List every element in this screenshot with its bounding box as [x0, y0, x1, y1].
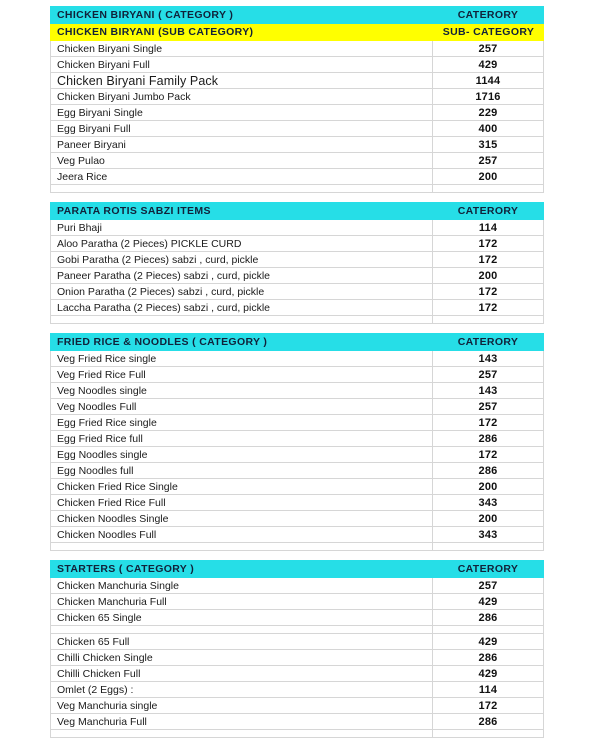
- menu-item-price: 429: [433, 634, 544, 650]
- menu-item-price: 172: [433, 300, 544, 316]
- menu-item-row: [51, 527, 544, 543]
- section-trailing-spacer: [51, 185, 544, 193]
- menu-item-row: [51, 463, 544, 479]
- menu-item-price: 286: [433, 431, 544, 447]
- menu-item-row: [51, 300, 544, 316]
- section-trailing-spacer-price: [433, 730, 544, 738]
- menu-item-name: Veg Noodles Full: [51, 399, 433, 415]
- menu-item-name: Veg Fried Rice single: [51, 351, 433, 367]
- section-trailing-spacer-price: [433, 543, 544, 551]
- menu-item-row: [51, 284, 544, 300]
- menu-item-row: [51, 650, 544, 666]
- menu-item-row: [51, 399, 544, 415]
- menu-item-row: [51, 137, 544, 153]
- menu-item-price: 257: [433, 153, 544, 169]
- menu-item-name: Aloo Paratha (2 Pieces) PICKLE CURD: [51, 236, 433, 252]
- menu-item-name: Onion Paratha (2 Pieces) sabzi , curd, pickle: [51, 284, 433, 300]
- section-gap: [51, 324, 544, 334]
- category-price-label: CATERORY: [433, 334, 544, 351]
- section-trailing-spacer-item: [51, 316, 433, 324]
- menu-item-price: 429: [433, 666, 544, 682]
- menu-price-sheet: [50, 6, 543, 738]
- category-header-row: [51, 561, 544, 578]
- menu-item-row: [51, 57, 544, 73]
- category-title: PARATA ROTIS SABZI ITEMS: [51, 203, 433, 220]
- menu-item-name: Chicken 65 Full: [51, 634, 433, 650]
- menu-item-name: Veg Manchuria Full: [51, 714, 433, 730]
- menu-item-row: [51, 351, 544, 367]
- menu-item-name: Chicken 65 Single: [51, 610, 433, 626]
- menu-item-price: 172: [433, 284, 544, 300]
- section-trailing-spacer: [51, 730, 544, 738]
- menu-item-name: Chicken Biryani Jumbo Pack: [51, 89, 433, 105]
- menu-item-price: 114: [433, 220, 544, 236]
- menu-item-name: Egg Fried Rice full: [51, 431, 433, 447]
- menu-item-name: Egg Noodles single: [51, 447, 433, 463]
- menu-item-row: [51, 479, 544, 495]
- menu-item-row: [51, 73, 544, 89]
- menu-item-row: [51, 511, 544, 527]
- menu-item-name: Chicken Biryani Family Pack: [51, 73, 433, 89]
- menu-item-price: 257: [433, 41, 544, 57]
- menu-item-name: Veg Noodles single: [51, 383, 433, 399]
- category-price-label: CATERORY: [433, 203, 544, 220]
- menu-item-name: Paneer Paratha (2 Pieces) sabzi , curd, pickle: [51, 268, 433, 284]
- menu-item-row: [51, 495, 544, 511]
- menu-item-row: [51, 714, 544, 730]
- menu-item-name: Omlet (2 Eggs) :: [51, 682, 433, 698]
- menu-item-price: 200: [433, 268, 544, 284]
- menu-item-row: [51, 634, 544, 650]
- menu-item-name: Jeera Rice: [51, 169, 433, 185]
- menu-item-row: [51, 220, 544, 236]
- menu-item-row: [51, 169, 544, 185]
- menu-item-row: [51, 610, 544, 626]
- menu-item-row: [51, 431, 544, 447]
- menu-item-price: 286: [433, 650, 544, 666]
- menu-item-price: 143: [433, 351, 544, 367]
- subcategory-header-row: [51, 24, 544, 41]
- menu-item-row: [51, 578, 544, 594]
- category-price-label: CATERORY: [433, 561, 544, 578]
- menu-item-row: [51, 252, 544, 268]
- section-trailing-spacer: [51, 543, 544, 551]
- menu-item-price: 1716: [433, 89, 544, 105]
- menu-item-price: 343: [433, 495, 544, 511]
- category-header-row: [51, 203, 544, 220]
- section-trailing-spacer-item: [51, 730, 433, 738]
- subcategory-price-label: SUB- CATEGORY: [433, 24, 544, 41]
- section-trailing-spacer-price: [433, 316, 544, 324]
- menu-item-price: 257: [433, 578, 544, 594]
- subcategory-title: CHICKEN BIRYANI (SUB CATEGORY): [51, 24, 433, 41]
- menu-item-name: Paneer Biryani: [51, 137, 433, 153]
- section-trailing-spacer-item: [51, 543, 433, 551]
- menu-item-row: [51, 236, 544, 252]
- menu-item-price: 315: [433, 137, 544, 153]
- menu-item-price: 429: [433, 57, 544, 73]
- menu-item-price: 172: [433, 415, 544, 431]
- menu-item-name: Chicken Manchuria Single: [51, 578, 433, 594]
- section-gap-cell: [51, 324, 544, 334]
- menu-row-spacer-price: [433, 626, 544, 634]
- menu-item-name: Veg Manchuria single: [51, 698, 433, 714]
- menu-item-price: 143: [433, 383, 544, 399]
- menu-item-name: Egg Biryani Full: [51, 121, 433, 137]
- menu-item-price: 286: [433, 610, 544, 626]
- menu-item-name: Laccha Paratha (2 Pieces) sabzi , curd, pickle: [51, 300, 433, 316]
- menu-item-price: 172: [433, 236, 544, 252]
- menu-row-spacer: [51, 626, 544, 634]
- menu-item-name: Egg Biryani Single: [51, 105, 433, 121]
- category-header-row: [51, 7, 544, 24]
- category-header-row: [51, 334, 544, 351]
- section-trailing-spacer: [51, 316, 544, 324]
- menu-price-table: [50, 6, 544, 738]
- menu-item-price: 172: [433, 252, 544, 268]
- menu-item-price: 200: [433, 479, 544, 495]
- menu-item-row: [51, 367, 544, 383]
- menu-item-row: [51, 415, 544, 431]
- menu-item-price: 257: [433, 367, 544, 383]
- menu-item-row: [51, 666, 544, 682]
- menu-item-row: [51, 41, 544, 57]
- menu-item-price: 114: [433, 682, 544, 698]
- menu-item-price: 229: [433, 105, 544, 121]
- menu-item-price: 343: [433, 527, 544, 543]
- menu-item-name: Chicken Fried Rice Full: [51, 495, 433, 511]
- section-gap-cell: [51, 193, 544, 203]
- menu-item-row: [51, 383, 544, 399]
- menu-item-name: Puri Bhaji: [51, 220, 433, 236]
- menu-item-price: 286: [433, 463, 544, 479]
- menu-item-row: [51, 153, 544, 169]
- menu-item-row: [51, 447, 544, 463]
- menu-item-price: 429: [433, 594, 544, 610]
- menu-item-price: 286: [433, 714, 544, 730]
- section-gap: [51, 193, 544, 203]
- menu-item-price: 400: [433, 121, 544, 137]
- menu-item-name: Egg Noodles full: [51, 463, 433, 479]
- section-trailing-spacer-item: [51, 185, 433, 193]
- menu-item-name: Chilli Chicken Single: [51, 650, 433, 666]
- menu-row-spacer-item: [51, 626, 433, 634]
- menu-item-price: 172: [433, 698, 544, 714]
- menu-item-name: Veg Pulao: [51, 153, 433, 169]
- menu-item-name: Veg Fried Rice Full: [51, 367, 433, 383]
- menu-item-name: Egg Fried Rice single: [51, 415, 433, 431]
- menu-item-price: 172: [433, 447, 544, 463]
- menu-item-name: Gobi Paratha (2 Pieces) sabzi , curd, pickle: [51, 252, 433, 268]
- menu-item-row: [51, 121, 544, 137]
- menu-item-name: Chicken Biryani Full: [51, 57, 433, 73]
- category-title: FRIED RICE & NOODLES ( CATEGORY ): [51, 334, 433, 351]
- menu-item-name: Chicken Biryani Single: [51, 41, 433, 57]
- menu-item-price: 257: [433, 399, 544, 415]
- menu-item-row: [51, 89, 544, 105]
- category-price-label: CATERORY: [433, 7, 544, 24]
- menu-item-name: Chicken Fried Rice Single: [51, 479, 433, 495]
- section-gap: [51, 551, 544, 561]
- menu-item-row: [51, 105, 544, 121]
- menu-item-row: [51, 594, 544, 610]
- section-gap-cell: [51, 551, 544, 561]
- section-trailing-spacer-price: [433, 185, 544, 193]
- menu-item-price: 200: [433, 511, 544, 527]
- menu-item-name: Chicken Manchuria Full: [51, 594, 433, 610]
- category-title: STARTERS ( CATEGORY ): [51, 561, 433, 578]
- menu-item-price: 1144: [433, 73, 544, 89]
- menu-item-name: Chicken Noodles Full: [51, 527, 433, 543]
- menu-item-price: 200: [433, 169, 544, 185]
- menu-item-row: [51, 682, 544, 698]
- menu-item-row: [51, 268, 544, 284]
- menu-table-body: [51, 7, 544, 738]
- menu-item-name: Chicken Noodles Single: [51, 511, 433, 527]
- category-title: CHICKEN BIRYANI ( CATEGORY ): [51, 7, 433, 24]
- menu-item-name: Chilli Chicken Full: [51, 666, 433, 682]
